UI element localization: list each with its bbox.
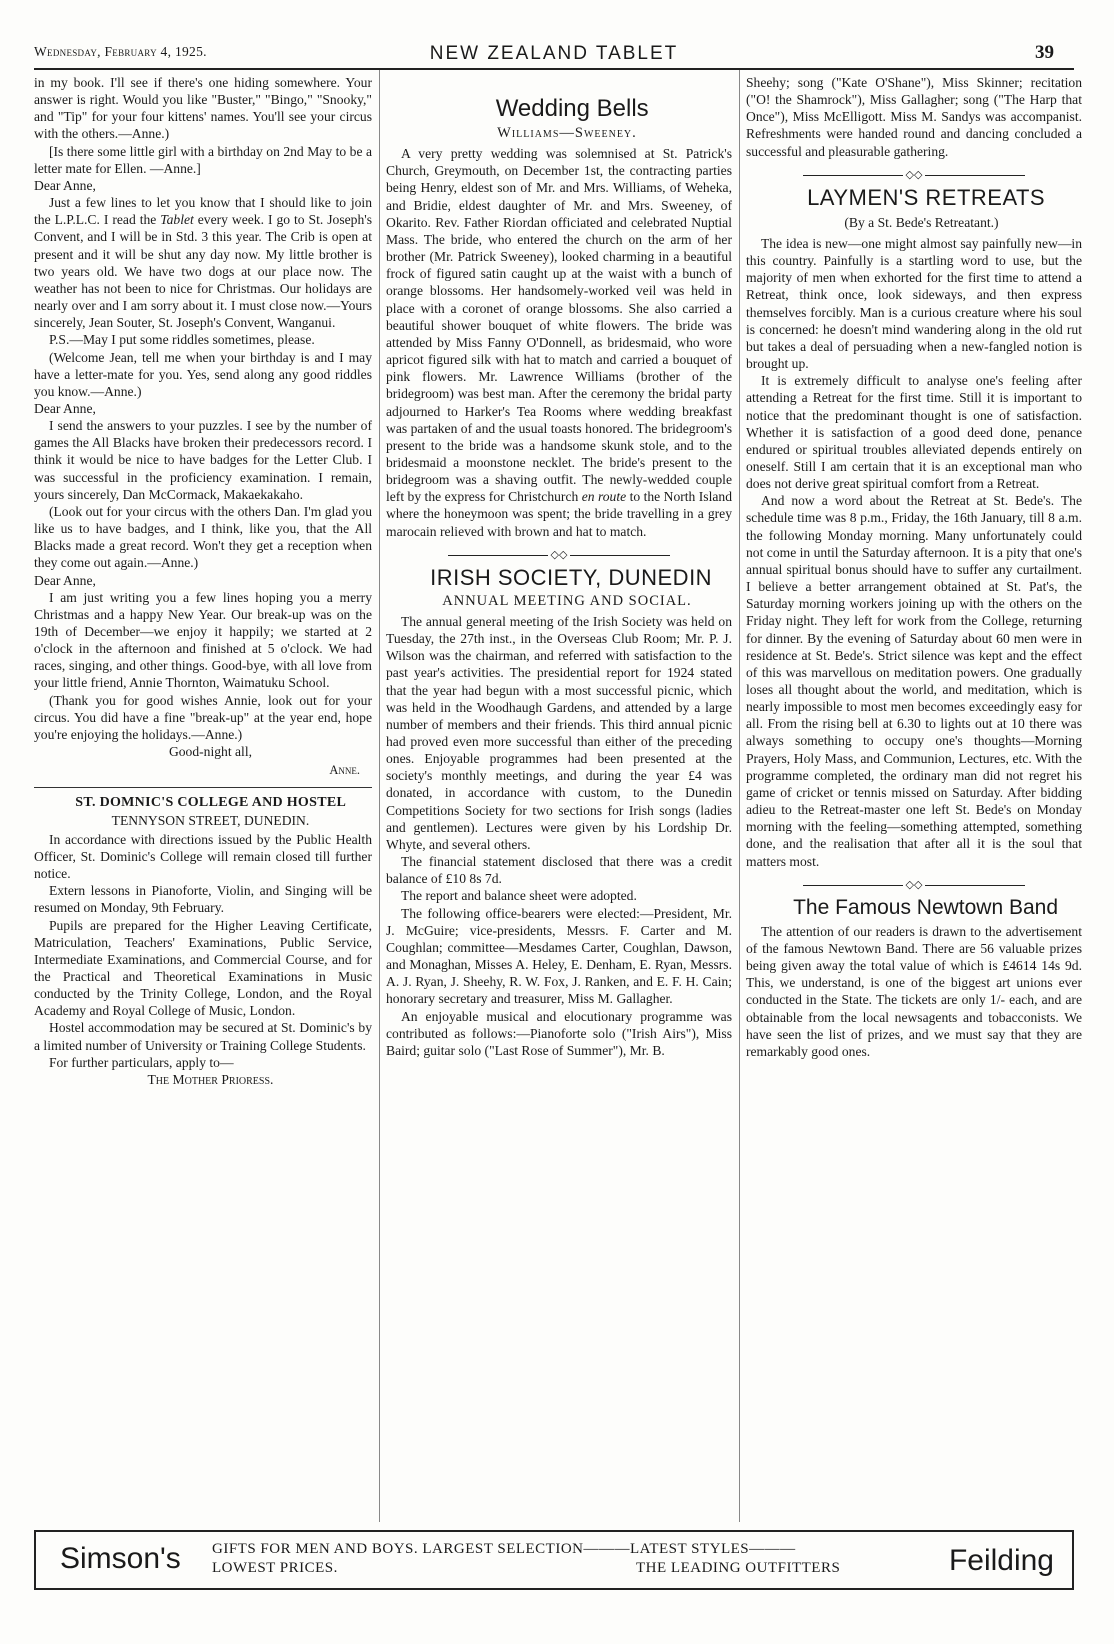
column-2 [386, 74, 732, 1059]
wedding-title: Wedding Bells [495, 95, 649, 122]
paragraph: The annual general meeting of the Irish Society was held on Tuesday, the 27th inst., in the Overseas Club Room; Mr. P. J. Wilson was the chairman, and referred with satisfaction to the past year's activities. The presidential report for 1924 stated that the year had begun with a most successful picnic, which was held in the Woodhaugh Gardens, and attended by a large number of members and their friends. This third annual picnic had proved even more successful than either of the preceding ones. Enjoyable programmes had been presented at the society's monthly meetings, and during the year £4 was donated, in accordance with custom, to the Dunedin Competitions Society for two sections for Irish songs (ladies and gentlemen). Lectures were given by his Lordship Dr. Whyte, and several others. [386, 613, 732, 852]
paragraph: A very pretty wedding was solemnised at St. Patrick's Church, Greymouth, on December 1st, the contracting parties being Henry, eldest son of Mr. and Mrs. Williams, of Weheka, and Bridie, eldest daughter of Mr. and Mrs. Sweeney, of Okarito. Rev. Father Riordan officiated and celebrated Nuptial Mass. The bride, who entered the church on the arm of her brother (Mr. Patrick Sweeney), looked charming in a beautiful frock of figured satin caught up at the waist with a bunch of orange blossoms. Her handsomely-worked veil was held in place with a coronet of orange blossoms. She also carried a beautiful shower bouquet of white flowers. The bride was attended by Miss Fanny O'Donnell, as bridesmaid, who wore apricot figured silk with hat to match and carried a bouquet of pink flowers. Mr. Lawrence Williams (brother of the bridegroom) was best man. After the ceremony the bridal party adjourned to Harker's Tea Rooms where wedding breakfast was partaken of and the usual toasts honored. The bridegroom's present to the bride was a handsome skunk stole, and to the bridesmaid a moonstone necklet. The bride's present to the bridegroom was a shaving outfit. The newly-wedded couple left by the express for Christchurch en route to the North Island where the honeymoon was spent; the bride travelling in a grey marocain relieved with brown and hat to match. [386, 146, 732, 539]
irish-society-subheading: ANNUAL MEETING AND SOCIAL. [442, 592, 692, 609]
ornament-divider: ◇◇ [746, 876, 1082, 890]
paragraph: It is extremely difficult to analyse one's feeling after attending a Retreat for the first time. Still it is important to notice that the predominant thought is one of satisfaction. Whether it is satisfaction of a good deed done, penance endured or spiritual troubles alleviated depends entirely on oneself. Still I am certain that it is an exceptional man who does not derive great spiritual comfort from a Retreat. [746, 373, 1082, 492]
section-rule [34, 787, 372, 788]
paragraph: In accordance with directions issued by the Public Health Officer, St. Dominic's College will remain closed till further notice. [34, 831, 372, 882]
paragraph: (Thank you for good wishes Annie, look out for your circus. You did have a fine "break-up" at the year end, hope you're enjoying the holidays.—Anne.) [34, 692, 372, 742]
paragraph: The idea is new—one might almost say painfully new—in this country. Painfully is a startling word to use, but the majority of men when exhorted for the first time to attend a Retreat, think once, look sideways, and then express themselves forcibly. Man is a curious creature where his soul is concerned: he doesn't mind wandering along in the old rut but takes a deal of persuading when a new-fangled notion is brought up. [746, 235, 1082, 372]
ornament-divider: ◇◇ [746, 166, 1082, 180]
salutation: Dear Anne, [34, 177, 96, 193]
dominic-subheading: TENNYSON STREET, DUNEDIN. [111, 812, 310, 828]
paragraph: The report and balance sheet were adopted. [400, 888, 637, 904]
irish-society-title: IRISH SOCIETY, DUNEDIN [430, 564, 713, 590]
paragraph: (Welcome Jean, tell me when your birthday is and I may have a letter-mate for you. Yes, send along any good riddles you know.—Anne.) [34, 349, 372, 399]
page-header [34, 38, 1074, 68]
ad-text: GIFTS FOR MEN AND BOYS. LARGEST SELECTION———LATEST STYLES——— [212, 1541, 796, 1557]
ornament-divider: ◇◇ [386, 546, 732, 560]
signature: Anne. [329, 763, 360, 778]
closing: Good-night all, [168, 744, 253, 760]
column-3 [746, 74, 1082, 1060]
column-1 [34, 74, 372, 1088]
publication-title: NEW ZEALAND TABLET [429, 43, 679, 64]
simsons-advertisement [34, 1530, 1074, 1590]
letter-paragraph: Just a few lines to let you know that I should like to join the L.P.L.C. I read the Tablet every week. I go to St. Joseph's Convent, and I will be in Std. 3 this year. The Crib is open at present and it will be shut any day now. My little brother is two years old. We have two dogs at our place now. The weather has not been to nice for Christmas. Our holidays are nearly over and I am sorry about it. I must close now.—Yours sincerely, Jean Souter, St. Joseph's Convent, Wanganui. [34, 195, 373, 331]
dominic-heading: ST. DOMNIC'S COLLEGE AND HOSTEL [75, 795, 347, 811]
paragraph: Hostel accommodation may be secured at St. Dominic's by a limited number of University or Training College Students. [34, 1020, 372, 1053]
paragraph: P.S.—May I put some riddles sometimes, please. [48, 332, 315, 348]
wedding-subheading: Williams—Sweeney. [497, 125, 637, 141]
paragraph: Extern lessons in Pianoforte, Violin, and Singing will be resumed on Monday, 9th February. [34, 883, 372, 916]
column-divider [739, 70, 740, 1522]
paragraph: The following office-bearers were elected:—President, Mr. J. McGuire; vice-presidents, Messrs. F. Carter and M. Coughlan; committee—Mesdames Carter, Coughlan, Dawson, and Monaghan, Misses A. Heley, E. Denham, E. Ryan, Messrs. A. J. Ryan, J. Sheehy, R. W. Fox, J. Ranken, and E. F. H. Cain; honorary secretary and treasurer, Miss M. Gallagher. [386, 905, 732, 1007]
paragraph: (Look out for your circus with the others Dan. I'm glad you like us to have badges, and I think, like you, that the All Blacks made a great record. Won't they get a reception when they come out again.—Anne.) [34, 503, 372, 571]
signature: The Mother Prioress. [147, 1071, 274, 1087]
paragraph: And now a word about the Retreat at St. Bede's. The schedule time was 8 p.m., Friday, the 16th January, till 8 a.m. the following Monday morning. Many unfortunately could not come in until the Saturday afternoon. It is a pity that one's annual spiritual bonus should have to suffer any curtailment. I believe a better arrangement obtained at St. Pat's, the Saturday morning workers joining up with the others on the Friday night. They left for work from the College, returning for dinner. By the evening of Saturday about 60 men were in residence at St. Bede's. Strict silence was kept and the effect of this was marvellous on meditation powers. One gradually loses all thought about the world, and meditation, which is nearly impossible to most men becomes exceedingly easy for all. From the rising bell at 6.30 to lights out at 10 there was always something to occupy one's thoughts—Morning Prayers, Holy Mass, and Communion, Lectures, etc. With the programme completed, the ordinary man did not regret his game of cricket or tennis missed on Saturday. After bidding adieu to the Retreat-master one left St. Bede's on Monday morning with the feeling—something attempted, something done, and the realisation that after all it is the soul that matters most. [746, 493, 1082, 869]
paragraph: An enjoyable musical and elocutionary programme was contributed as follows:—Pianoforte solo ("Irish Airs"), Miss Baird; guitar solo ("Last Rose of Summer"), Mr. B. [386, 1008, 732, 1058]
paragraph: Sheehy; song ("Kate O'Shane"), Miss Skinner; recitation ("O! the Shamrock"), Miss Gallagher; song ("The Harp that Once"), Miss McElligott. Miss M. Sandys was accompanist. Refreshments were handed round and dancing concluded a successful and pleasurable gathering. [746, 75, 1082, 159]
paragraph: in my book. I'll see if there's one hiding somewhere. Your answer is right. Would you like "Buster," "Bingo," "Snooky," and "Tip" for your four kittens' names. You'll see your circus with the others.—Anne.) [34, 75, 372, 142]
paragraph: The attention of our readers is drawn to the advertisement of the famous Newtown Band. There are 56 valuable prizes being given away the total value of which is £4614 14s 9d. This, we understand, is one of the biggest art unions ever conducted in the State. The tickets are only 1/- each, and are obtainable from the local newsagents and tobacconists. We have seen the list of prizes, and we must say that they are remarkably good ones. [746, 923, 1082, 1059]
ad-town: Feilding [948, 1544, 1054, 1577]
newtown-band-title: The Famous Newtown Band [793, 895, 1059, 919]
ad-text: THE LEADING OUTFITTERS [636, 1560, 841, 1576]
laymen-retreats-title: LAYMEN'S RETREATS [807, 184, 1046, 210]
page-number: 39 [1035, 42, 1054, 63]
laymen-retreats-byline: (By a St. Bede's Retreatant.) [844, 214, 999, 230]
salutation: Dear Anne, [34, 400, 96, 416]
ad-brand: Simson's [60, 1542, 181, 1575]
salutation: Dear Anne, [34, 572, 96, 588]
paragraph: For further particulars, apply to— [48, 1054, 234, 1070]
letter-paragraph: I send the answers to your puzzles. I see by the number of games the All Blacks have broken their predecessors record. I think it would be nice to have badges for the Letter Club. I was successful in the proficiency examination. I remain, yours sincerely, Dan McCormack, Makaekakaho. [34, 418, 372, 502]
issue-date: Wednesday, February 4, 1925. [34, 44, 207, 59]
paragraph: [Is there some little girl with a birthday on 2nd May to be a letter mate for Ellen. —Anne.] [34, 143, 372, 176]
column-divider [379, 70, 380, 1522]
ad-text: LOWEST PRICES. [212, 1560, 338, 1576]
paragraph: The financial statement disclosed that there was a credit balance of £10 8s 7d. [386, 854, 732, 887]
letter-paragraph: I am just writing you a few lines hoping you a merry Christmas and a happy New Year. Our break-up was on the 19th of December—we enjoy it happily; we started at 2 o'clock in the afternoon and finished at 5 o'clock. We had races, singing, and other things. Good-bye, with all love from your little friend, Annie Thornton, Waimatuku School. [34, 589, 372, 691]
header-rule [34, 68, 1074, 70]
paragraph: Pupils are prepared for the Higher Leaving Certificate, Matriculation, Teachers' Examinations, Public Service, Intermediate Examinations, and Commercial Course, and for the Practical and Theoretical Examinations in Music conducted by the Trinity College, London, and the Royal Academy and Royal College of Music, London. [34, 917, 372, 1019]
